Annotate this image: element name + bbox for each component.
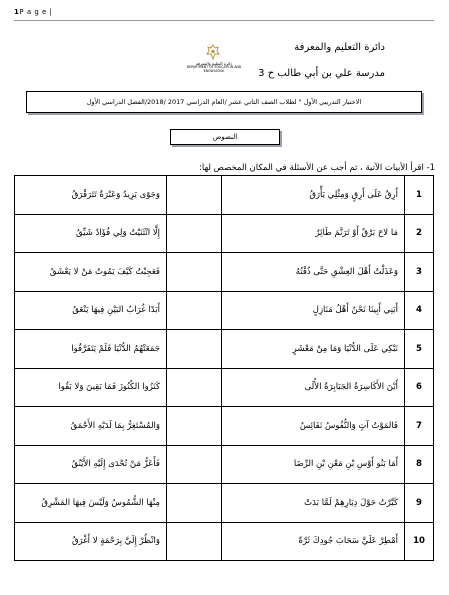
- verse-row: [15, 445, 434, 484]
- verse-gap: [167, 407, 222, 446]
- verse-number: 2: [405, 214, 434, 253]
- page-number: 1: [14, 8, 20, 16]
- verse-gap: [167, 445, 222, 484]
- verse-first-hemistich: كَبَّرْتُ حَوْلَ دِيَارِهِمْ لَمَّا بَدَتْ: [222, 484, 405, 523]
- question-instruction: 1- اقرأ الأبيات الآتية ، ثم أجب عن الأسئلة في المكان المخصص لها:: [199, 163, 435, 173]
- verse-first-hemistich: مَا لاحَ بَرْقٌ أَوْ تَرَنَّمَ طَائِرٌ: [222, 214, 405, 253]
- verses-table: [14, 175, 434, 561]
- school-name: مدرسة علي بن أبي طالب ح 3: [258, 68, 385, 79]
- department-name: دائرة التعليم والمعرفة: [294, 42, 385, 53]
- verse-second-hemistich: وَانْظُرْ إِلَيَّ بِرَحْمَةٍ لا أَغْرَقُ: [15, 522, 167, 561]
- page-label: [14, 8, 52, 16]
- verse-row: [15, 407, 434, 446]
- ministry-logo: [184, 44, 244, 74]
- verse-number: 8: [405, 445, 434, 484]
- exam-header: [26, 91, 422, 113]
- verse-row: [15, 330, 434, 369]
- verse-gap: [167, 330, 222, 369]
- falcon-emblem-icon: [206, 44, 220, 60]
- verse-number: 7: [405, 407, 434, 446]
- verse-second-hemistich: وَجَوًى يَزِيدُ وَعَبْرَةٌ تَتَرَقْرَقُ: [15, 176, 167, 215]
- verse-gap: [167, 253, 222, 292]
- verse-row: [15, 484, 434, 523]
- verse-first-hemistich: وَعَذَلْتُ أَهْلَ العِشْقِ حَتَّى ذُقْتُهُ: [222, 253, 405, 292]
- verse-row: [15, 291, 434, 330]
- verse-gap: [167, 484, 222, 523]
- verse-row: [15, 214, 434, 253]
- verse-gap: [167, 291, 222, 330]
- verse-second-hemistich: فَعَجِبْتُ كَيْفَ يَمُوتُ مَنْ لا يَعْشَقُ: [15, 253, 167, 292]
- topic-label: النصوص: [212, 133, 238, 141]
- verse-first-hemistich: أَمَا بَنُو أَوْسِ بْنِ مَعْنِ بْنِ الرِّضَا: [222, 445, 405, 484]
- exam-header-text: الاختبار التدريبي الأول " لطلاب الصف الثاني عشر /العام الدراسي 2017 /2018/الفصل الدراسي الأول: [86, 98, 362, 106]
- verse-gap: [167, 214, 222, 253]
- verse-first-hemistich: أَبَنِي أَبِينَا نَحْنُ أَهْلُ مَنَازِلٍ: [222, 291, 405, 330]
- verses-body: [15, 176, 434, 561]
- verse-second-hemistich: إِلَّا انْثَنَيْتُ وَلِي فُؤَادٌ شَيِّقُ: [15, 214, 167, 253]
- verse-number: 1: [405, 176, 434, 215]
- page-label-text: P a g e |: [19, 8, 53, 16]
- verse-first-hemistich: نَبْكِي عَلَى الدُّنْيَا وَمَا مِنْ مَعْشَرٍ: [222, 330, 405, 369]
- verse-number: 6: [405, 368, 434, 407]
- verse-second-hemistich: أَبَدًا غُرَابُ البَيْنِ فِيهَا يَنْعَقُ: [15, 291, 167, 330]
- verse-row: [15, 368, 434, 407]
- verse-number: 5: [405, 330, 434, 369]
- verse-gap: [167, 176, 222, 215]
- verse-second-hemistich: وَالمُسْتَغِرُّ بِمَا لَدَيْهِ الأَحْمَقُ: [15, 407, 167, 446]
- verse-row: [15, 253, 434, 292]
- verse-row: [15, 522, 434, 561]
- verse-gap: [167, 522, 222, 561]
- verse-first-hemistich: أَرِقٌ عَلَى أَرِقٍ وَمِثْلِي يَأْرَقُ: [222, 176, 405, 215]
- verse-number: 3: [405, 253, 434, 292]
- topic-box: [170, 129, 280, 145]
- verse-number: 9: [405, 484, 434, 523]
- verse-first-hemistich: أَمْطِرْ عَلَيَّ سَحَابَ جُودِكَ ثَرَّةً: [222, 522, 405, 561]
- verse-second-hemistich: جَمَعَتْهُمُ الدُّنْيَا فَلَمْ يَتَفَرَّقُوا: [15, 330, 167, 369]
- verse-number: 4: [405, 291, 434, 330]
- logo-text-ar: دائرة التعليم والمعرفة: [195, 61, 233, 66]
- verse-first-hemistich: فَالمَوْتُ آتٍ وَالنُّفُوسُ نَفَائِسٌ: [222, 407, 405, 446]
- verse-second-hemistich: فَأَعَزُّ مَنْ تُحْدَى إِلَيْهِ الأَيْنُقُ: [15, 445, 167, 484]
- verse-number: 10: [405, 522, 434, 561]
- verse-second-hemistich: مِنْهَا الشُّمُوسُ وَلَيْسَ فِيهَا المَشْرِقُ: [15, 484, 167, 523]
- top-rule: [14, 20, 434, 21]
- verse-gap: [167, 368, 222, 407]
- logo-text-en: DEPARTMENT OF EDUCATION AND KNOWLEDGE: [186, 65, 242, 73]
- verse-second-hemistich: كَنَزُوا الكُنُوزَ فَمَا بَقِينَ وَلا بَقُوا: [15, 368, 167, 407]
- verse-row: [15, 176, 434, 215]
- verse-first-hemistich: أَيْنَ الأَكَاسِرَةُ الجَبَابِرَةُ الأُلَى: [222, 368, 405, 407]
